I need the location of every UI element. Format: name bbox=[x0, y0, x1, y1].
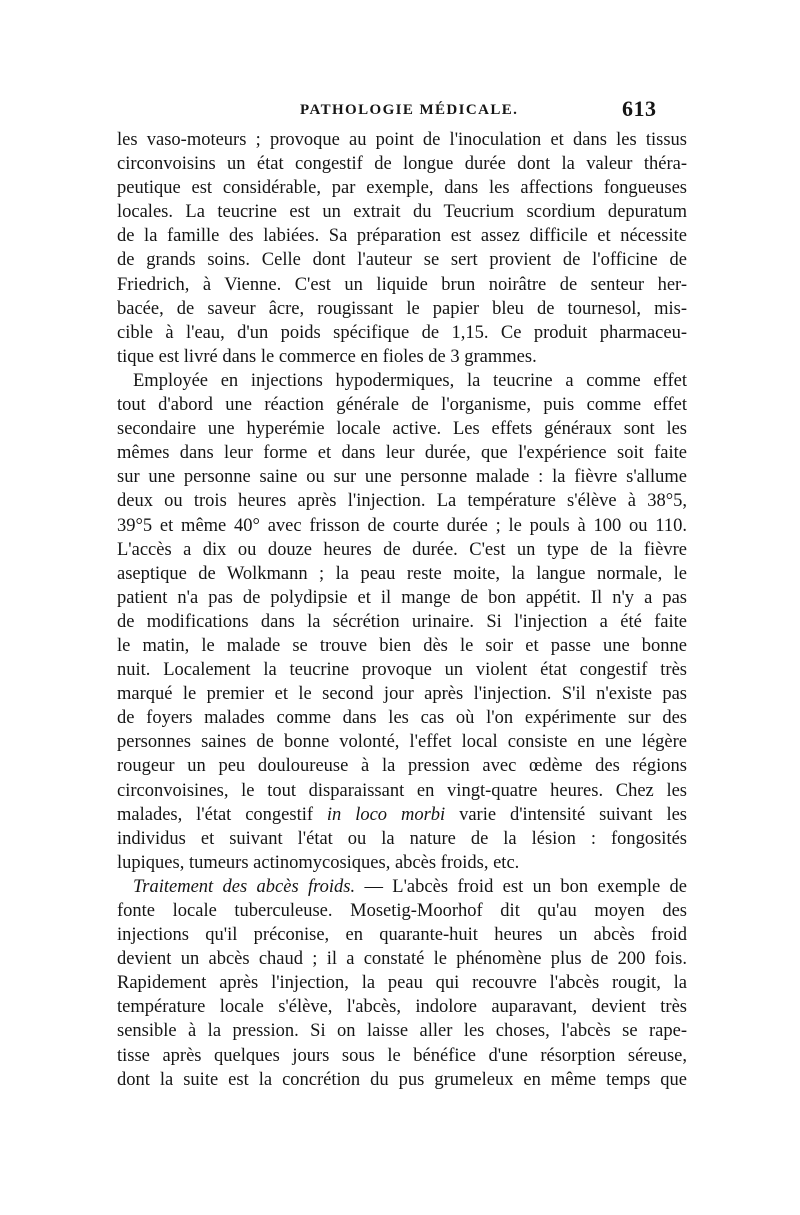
text-line: mêmes dans leur forme et dans leur durée, que l'expérience soit faite bbox=[117, 443, 687, 464]
running-title: PATHOLOGIE MÉDICALE. bbox=[300, 102, 519, 118]
text-line: individus et suivant l'état ou la nature de la lésion : fongosités bbox=[117, 828, 687, 849]
text-line: de grands soins. Celle dont l'auteur se sert provient de l'officine de bbox=[117, 250, 687, 271]
text-line: Employée en injections hypodermiques, la teucrine a comme effet bbox=[133, 370, 687, 391]
page-number: 613 bbox=[622, 96, 657, 121]
text-line: aseptique de Wolkmann ; la peau reste moite, la langue normale, le bbox=[117, 563, 687, 584]
text-line: tique est livré dans le commerce en fioles de 3 grammes. bbox=[117, 346, 537, 367]
text-line: lupiques, tumeurs actinomycosiques, abcès froids, etc. bbox=[117, 852, 520, 873]
page-header bbox=[0, 96, 800, 130]
text-line: le matin, le malade se trouve bien dès le soir et passe une bonne bbox=[117, 635, 687, 656]
text-line: devient un abcès chaud ; il a constaté le phénomène plus de 200 fois. bbox=[117, 949, 687, 970]
text-line: cible à l'eau, d'un poids spécifique de 1,15. Ce produit pharmaceu- bbox=[117, 322, 687, 343]
text-line: les vaso-moteurs ; provoque au point de l'inoculation et dans les tissus bbox=[117, 130, 687, 150]
text-line: rougeur un peu douloureuse à la pression avec œdème des régions bbox=[117, 756, 687, 777]
line-text-roman: — L'abcès froid est un bon exemple de bbox=[355, 876, 687, 897]
text-line: circonvoisines, le tout disparaissant en vingt-quatre heures. Chez les bbox=[117, 780, 687, 801]
text-line: L'accès a dix ou douze heures de durée. C'est un type de la fièvre bbox=[117, 539, 687, 560]
text-line: dont la suite est la concrétion du pus grumeleux en même temps que bbox=[117, 1069, 687, 1090]
line-text-roman: malades, l'état congestif bbox=[117, 804, 327, 825]
text-line: sur une personne saine ou sur une personne malade : la fièvre s'allume bbox=[117, 467, 687, 488]
section-heading-italic: Traitement des abcès froids. bbox=[133, 876, 356, 897]
text-line: température locale s'élève, l'abcès, indolore auparavant, devient très bbox=[117, 997, 687, 1018]
line-text-roman: varie d'intensité suivant les bbox=[445, 804, 687, 825]
text-line: circonvoisins un état congestif de longue durée dont la valeur théra- bbox=[117, 154, 687, 175]
text-line: 39°5 et même 40° avec frisson de courte durée ; le pouls à 100 ou 110. bbox=[117, 515, 687, 536]
text-line: de la famille des labiées. Sa préparation est assez difficile et nécessite bbox=[117, 226, 687, 247]
text-line: deux ou trois heures après l'injection. La température s'élève à 38°5, bbox=[117, 491, 687, 512]
text-line: Friedrich, à Vienne. C'est un liquide brun noirâtre de senteur her- bbox=[117, 274, 687, 295]
text-line: personnes saines de bonne volonté, l'effet local consiste en une légère bbox=[117, 732, 687, 753]
text-line: peutique est considérable, par exemple, dans les affections fongueuses bbox=[117, 178, 687, 199]
text-line: de foyers malades comme dans les cas où l'on expérimente sur des bbox=[117, 708, 687, 729]
text-line bbox=[117, 875, 687, 899]
text-line: secondaire une hyperémie locale active. Les effets généraux sont les bbox=[117, 419, 687, 440]
text-line: sensible à la pression. Si on laisse aller les choses, l'abcès se rape- bbox=[117, 1021, 687, 1042]
body-text bbox=[117, 128, 687, 1092]
text-line: bacée, de saveur âcre, rougissant le papier bleu de tournesol, mis- bbox=[117, 298, 687, 319]
text-line: tisse après quelques jours sous le bénéfice d'une résorption séreuse, bbox=[117, 1045, 687, 1066]
text-line: Rapidement après l'injection, la peau qui recouvre l'abcès rougit, la bbox=[117, 973, 687, 994]
text-line: de modifications dans la sécrétion urinaire. Si l'injection a été faite bbox=[117, 611, 687, 632]
line-text-italic: in loco morbi bbox=[326, 804, 446, 825]
text-line: tout d'abord une réaction générale de l'organisme, puis comme effet bbox=[117, 395, 687, 416]
text-line: fonte locale tuberculeuse. Mosetig-Moorhof dit qu'au moyen des bbox=[117, 901, 687, 921]
text-line: marqué le premier et le second jour après l'injection. S'il n'existe pas bbox=[117, 684, 687, 705]
text-line: nuit. Localement la teucrine provoque un violent état congestif très bbox=[117, 660, 687, 681]
text-line bbox=[117, 803, 687, 827]
text-line: injections qu'il préconise, en quarante-huit heures un abcès froid bbox=[117, 925, 687, 946]
text-line: patient n'a pas de polydipsie et il mange de bon appétit. Il n'y a pas bbox=[117, 587, 687, 608]
text-line: locales. La teucrine est un extrait du Teucrium scordium depuratum bbox=[117, 202, 687, 223]
